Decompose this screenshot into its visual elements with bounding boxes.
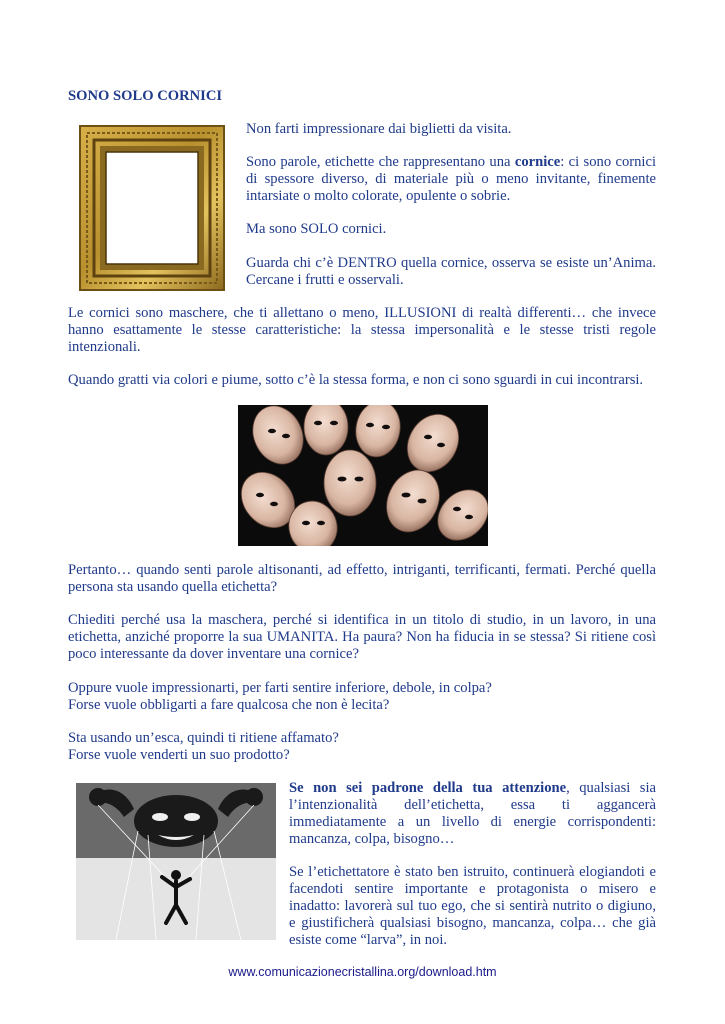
body-paragraph-masks: Le cornici sono maschere, che ti allettano o meno, ILLUSIONI di realtà differenti… che invece hanno esattamente le stesse caratteristiche: la stessa impersonalità e le stesse tristi regole intenzionali.	[68, 305, 656, 355]
puppeteer-illustration	[76, 783, 276, 940]
intro-paragraph-3: Ma sono SOLO cornici.	[246, 221, 387, 237]
gold-frame-image	[78, 124, 226, 292]
body-paragraph-therefore: Pertanto… quando senti parole altisonanti, ad effetto, intriganti, terrificanti, fermati. Perché quella persona sta usando quella etichetta?	[68, 562, 656, 595]
intro-paragraph-1: Non farti impressionare dai biglietti da visita.	[246, 121, 512, 137]
intro-paragraph-4: Guarda chi c’è DENTRO quella cornice, osserva se esiste un’Anima. Cercane i frutti e osservali.	[246, 255, 656, 288]
intro-paragraph-2: Sono parole, etichette che rappresentano una cornice: ci sono cornici di spessore diverso, di materiale più o meno invitante, finemente intarsiate o molto colorate, opulente o sobrie.	[246, 154, 656, 204]
body-paragraph-impress: Oppure vuole impressionarti, per farti sentire inferiore, debole, in colpa? Forse vuole obbligarti a fare qualcosa che non è lecita?	[68, 680, 492, 713]
page-title: SONO SOLO CORNICI	[68, 88, 223, 104]
body-paragraph-colors: Quando gratti via colori e piume, sotto c’è la stessa forma, e non ci sono sguardi in cui incontrarsi.	[68, 372, 644, 388]
closing-paragraph-attention: Se non sei padrone della tua attenzione, qualsiasi sia l’intenzionalità dell’etichetta, essa ti aggancerà immediatamente a un livello di energie corrispondenti: mancanza, colpa, bisogno…	[289, 780, 657, 847]
footer-url[interactable]: www.comunicazionecristallina.org/download.htm	[228, 965, 497, 979]
masks-photo	[238, 405, 488, 546]
closing-paragraph-labeler: Se l’etichettatore è stato ben istruito, continuerà elogiandoti e facendoti sentire importante e protagonista o misero e inadatto: lavorerà sul tuo ego, che si sentirà nutrito o digiuno, e giustificherà qualsiasi bisogno, mancanza, colpa… che già esiste come “larva”, in noi.	[289, 864, 656, 948]
body-paragraph-bait: Sta usando un’esca, quindi ti ritiene affamato? Forse vuole venderti un suo prodotto?	[68, 730, 339, 763]
body-paragraph-ask-yourself: Chiediti perché usa la maschera, perché si identifica in un titolo di studio, in un lavoro, in una etichetta, anziché proporre la sua UMANITA. Ha paura? Non ha fiducia in se stessa? Si ritiene così poco interessante da dover inventare una cornice?	[68, 612, 656, 662]
